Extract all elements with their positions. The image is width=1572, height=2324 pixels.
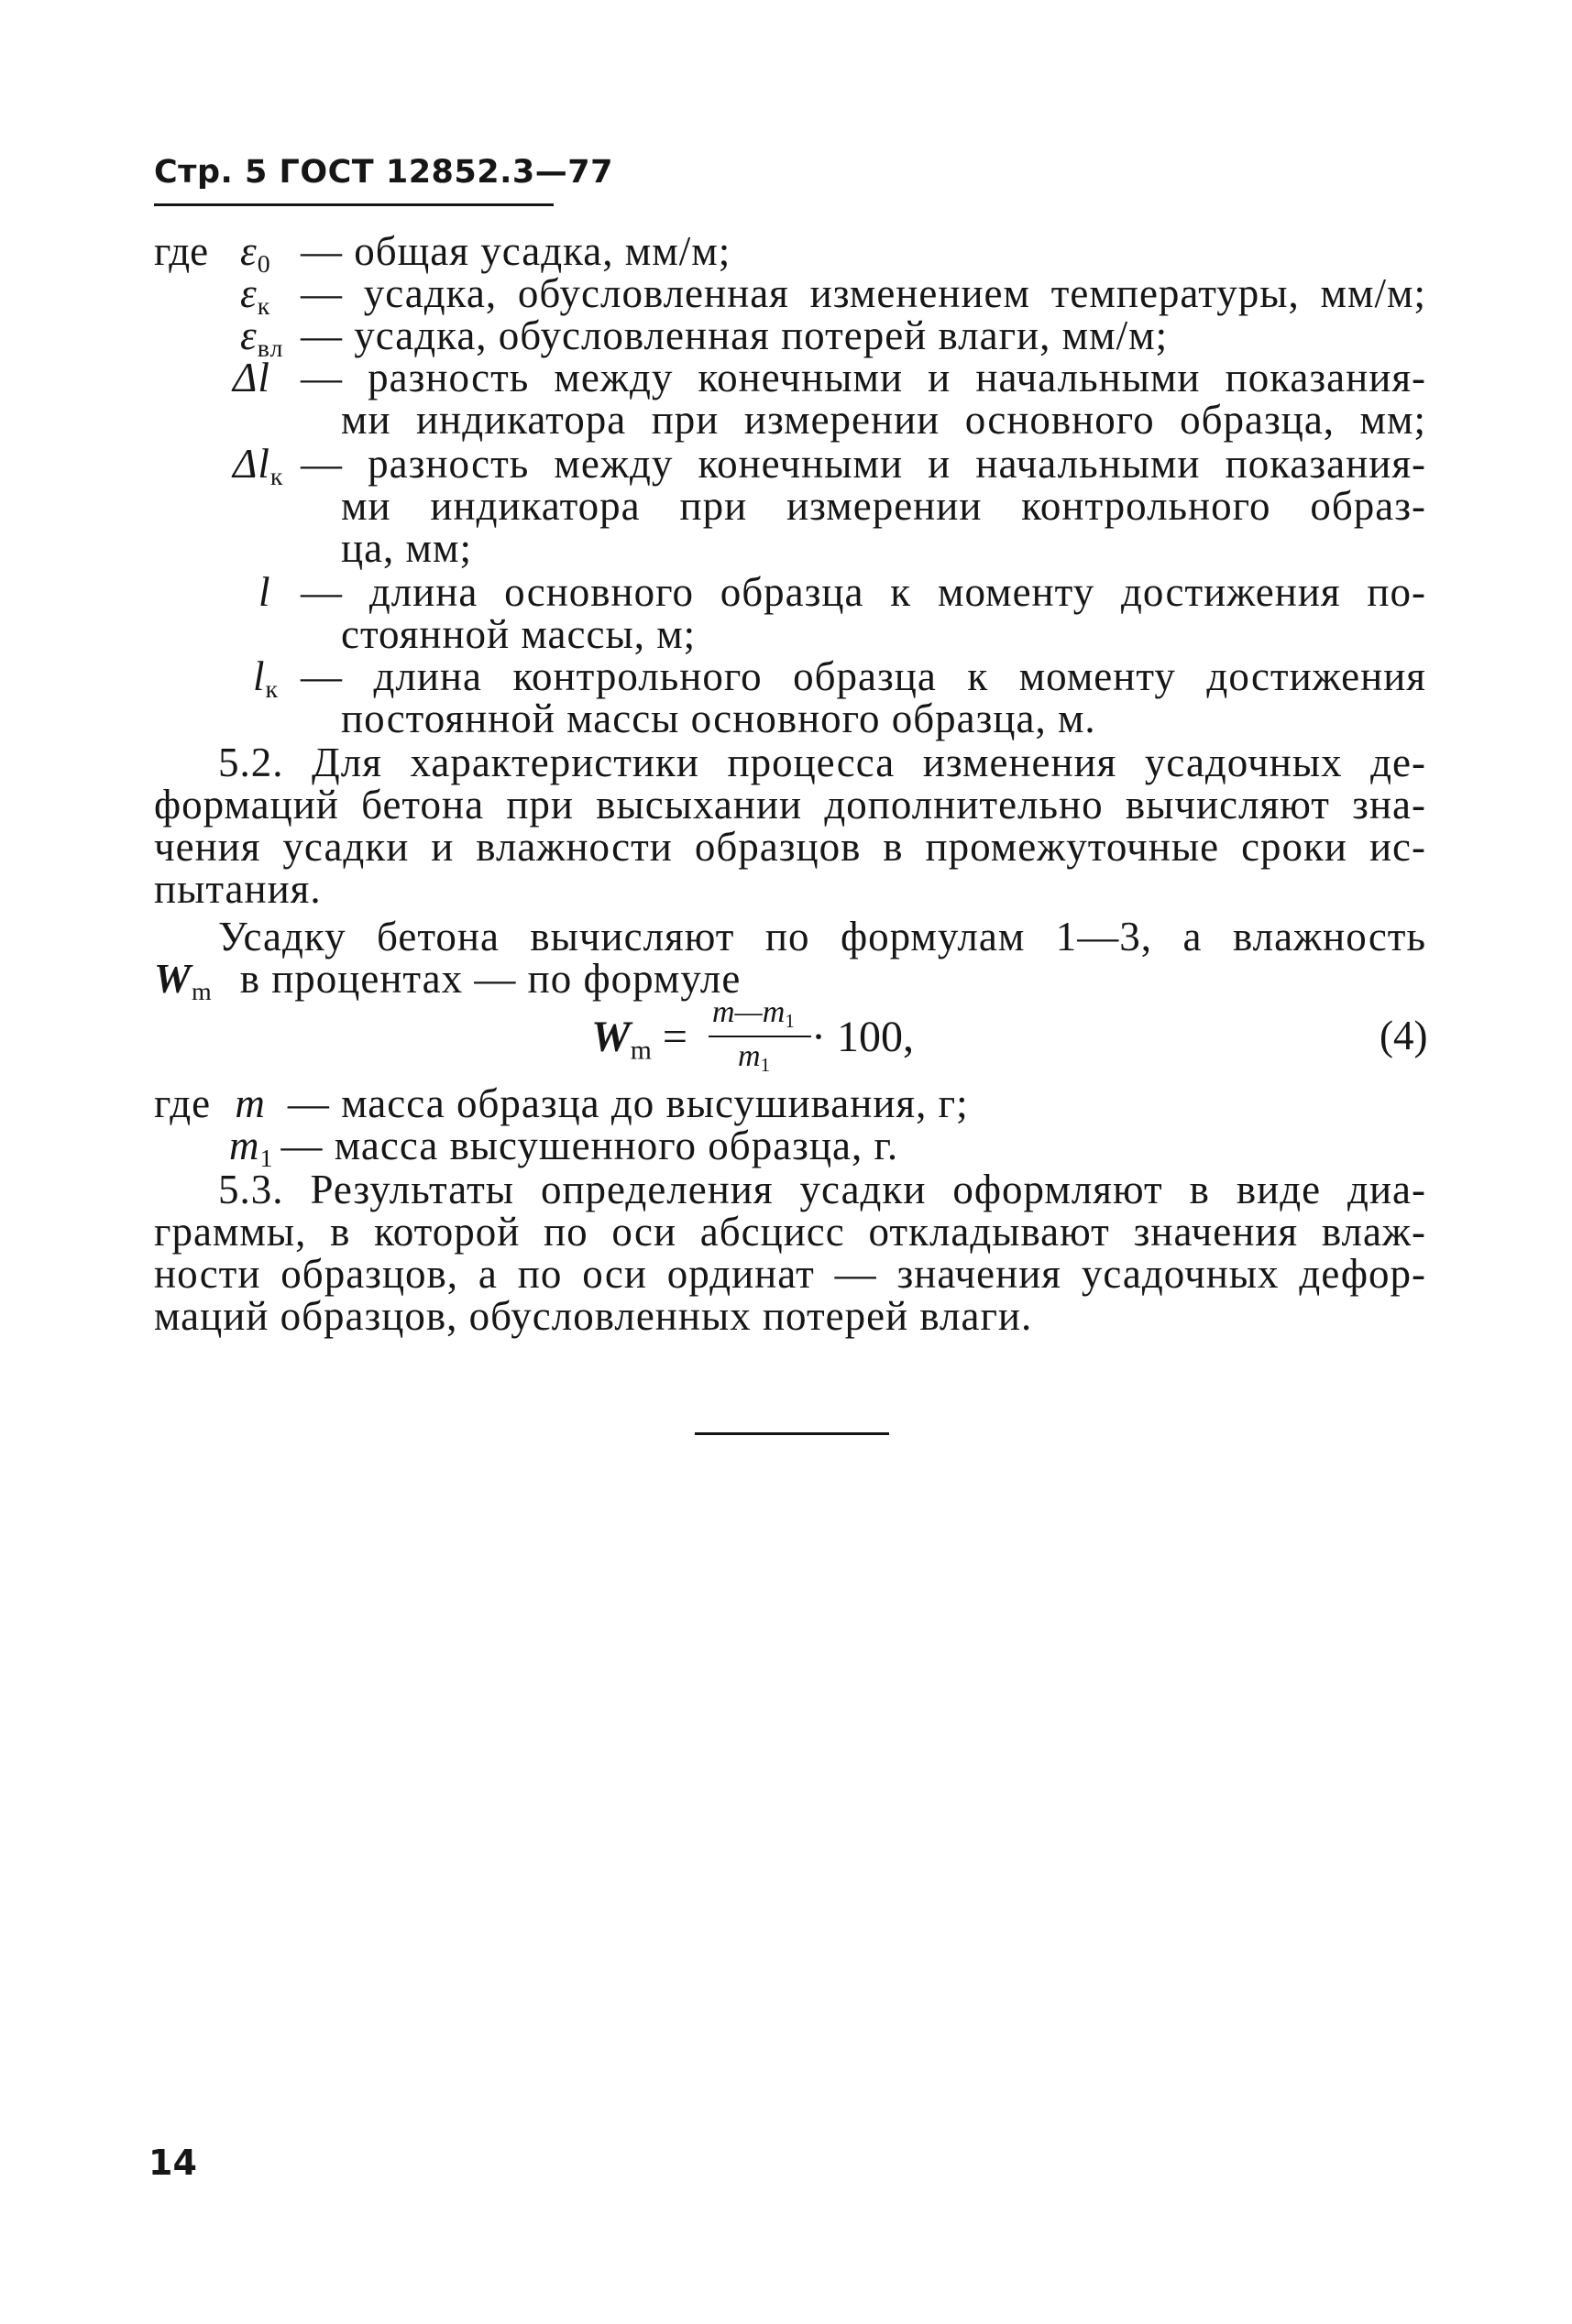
def-symbol-dlk: $\Delta l_к$ [233,441,284,491]
end-rule [695,1432,889,1435]
def-symbol-e0: $\varepsilon_0$ [240,228,271,279]
mass-def-m: где m — масса образца до высушивания, г; [154,1080,969,1126]
def-text-ek: — усадка, обусловленная изменением температуры, мм/м; [301,270,1426,316]
def-text-e0: — общая усадка, мм/м; [301,228,731,274]
formula-denominator: $m_1$ [738,1039,771,1076]
def-text-dl-2: ми индикатора при измерении основного образца, мм; [341,397,1426,443]
def-text-lk-2: постоянной массы основного образца, м. [341,696,1096,741]
para-5-3-line-3: ности образцов, а по оси ординат — значения усадочных дефор- [154,1251,1426,1297]
equation-number: (4) [1380,1013,1428,1058]
formula-numerator: $m—m_1$ [712,995,795,1032]
para-5-2-line-1: 5.2. Для характеристики процесса изменения усадочных де- [218,740,1426,785]
page-number: 14 [148,2143,197,2183]
header-rule [154,203,554,206]
def-text-dlk-3: ца, мм; [341,525,473,571]
para-5-2-line-2: формаций бетона при высыхании дополнительно вычисляют зна- [154,782,1426,828]
def-text-dl-1: — разность между конечными и начальными показания- [301,355,1426,400]
para-5-3-line-1: 5.3. Результаты определения усадки оформляют в виде диа- [218,1167,1426,1212]
def-symbol-lk: $l_к$ [253,653,280,704]
def-text-l-1: — длина основного образца к моменту достижения по- [301,569,1426,615]
para-5-3-line-4: маций образцов, обусловленных потерей влаги. [154,1293,1033,1339]
formula-lhs: $W_m$ = [591,1013,687,1066]
para-5-2-line-3: чения усадки и влажности образцов в промежуточные сроки ис- [154,824,1426,870]
def-symbol-l: l [258,569,271,615]
para-calc-line-1: Усадку бетона вычисляют по формулам 1—3, а влажность [218,914,1426,959]
def-text-l-2: стоянной массы, м; [341,611,697,657]
where-label: где [154,228,209,274]
page-header: Стр. 5 ГОСТ 12852.3—77 [154,154,613,191]
para-5-2-line-4: пытания. [154,866,322,912]
def-symbol-ek: $\varepsilon_к$ [240,270,271,321]
def-symbol-evl: $\varepsilon_{вл}$ [240,312,284,363]
formula-rhs: · 100, [811,1013,914,1061]
formula-fraction-bar [709,1036,811,1037]
def-symbol-dl: Δl [233,355,270,400]
def-text-dlk-1: — разность между конечными и начальными показания- [301,441,1426,487]
para-calc-line-2: $W_m$ в процентах — по формуле [154,956,742,1006]
def-text-lk-1: — длина контрольного образца к моменту достижения [301,653,1426,699]
mass-def-m1: $m_1$ — масса высушенного образца, г. [229,1123,899,1173]
def-text-evl: — усадка, обусловленная потерей влаги, мм/м; [301,312,1169,358]
para-5-3-line-2: граммы, в которой по оси абсцисс откладывают значения влаж- [154,1209,1426,1255]
def-text-dlk-2: ми индикатора при измерении контрольного образ- [341,483,1426,529]
